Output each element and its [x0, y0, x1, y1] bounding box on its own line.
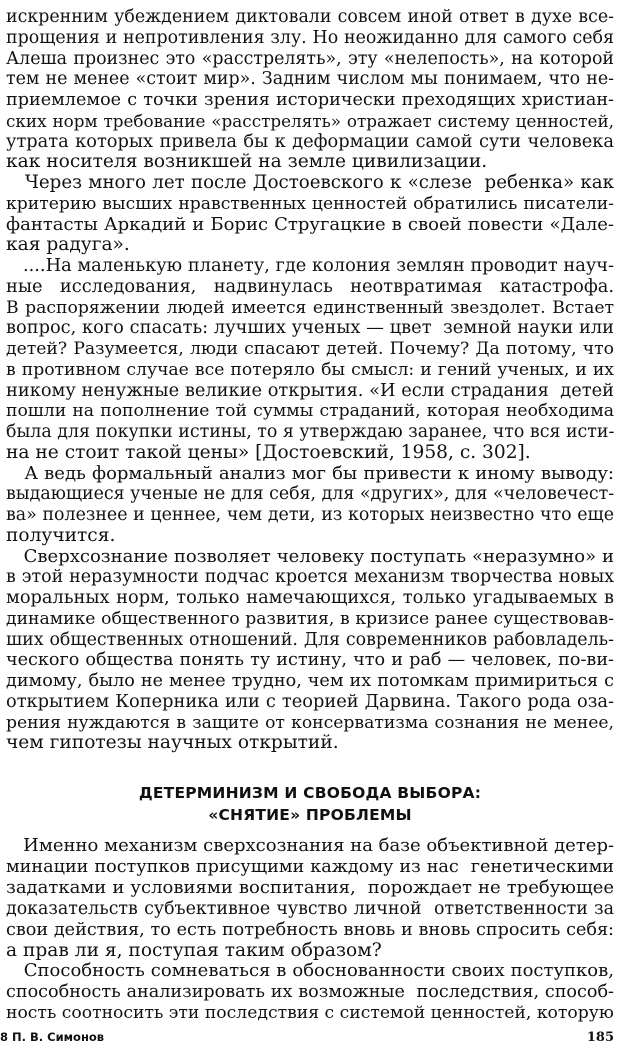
text-line: ческого общества понять ту истину, что и раб — человек, по-ви-	[6, 650, 614, 671]
text-line: ....На маленькую планету, где колония землян проводит науч-	[6, 255, 615, 276]
section-heading-line1: ДЕТЕРМИНИЗМ И СВОБОДА ВЫБОРА:	[138, 784, 482, 802]
page-number: 185	[586, 1030, 614, 1045]
text-line: фантасты Аркадий и Борис Стругацкие в своей повести «Дале-	[6, 213, 614, 235]
text-line: задатками и условиями воспитания, порождает не требующее	[6, 876, 614, 898]
footer-signature: 8 П. В. Симонов	[0, 1030, 105, 1044]
text-line: ских норм требование «расстрелять» отражает систему ценностей,	[6, 110, 614, 131]
text-line: моральных норм, только намечающихся, только угадываемых в	[6, 587, 614, 608]
text-line: чем гипотезы научных открытий.	[6, 732, 339, 754]
text-line: димому, было не менее трудно, чем их потомкам примириться с	[6, 671, 614, 691]
text-line: Сверхсознание позволяет человеку поступать «неразумно» и	[6, 545, 614, 567]
text-line: утрата которых привела бы к деформации самой сути человека	[6, 130, 614, 152]
text-line: искренним убеждением диктовали совсем иной ответ в духе все-	[6, 7, 614, 27]
text-line: ные исследования, надвинулась неотвратимая катастрофа.	[6, 275, 614, 297]
text-line: критерию высших нравственных ценностей обратились писатели-	[6, 193, 614, 214]
text-line: тем не менее «стоит мир». Задним числом мы понимаем, что не-	[6, 69, 614, 90]
text-line: получится.	[6, 524, 116, 546]
text-line: прощения и непротивления злу. Но неожиданно для самого себя	[6, 27, 614, 48]
text-line: была для покупки истины, то я утверждаю заранее, что вся исти-	[6, 422, 615, 442]
text-line: Через много лет после Достоевского к «слезе ребенка» как	[6, 172, 614, 193]
text-line: А ведь формальный анализ мог бы привести к иному выводу:	[6, 462, 614, 484]
text-line: в этой неразумности подчас кроется механизм творчества новых	[6, 567, 614, 588]
text-line: вопрос, кого спасать: лучших ученых — цвет земной науки или	[6, 317, 614, 339]
section-heading-line2: «СНЯТИЕ» ПРОБЛЕМЫ	[208, 806, 412, 824]
text-line: кая радуга».	[6, 234, 130, 256]
text-line: никому ненужные великие открытия. «И если страдания детей	[6, 379, 614, 401]
text-line: минации поступков присущими каждому из нас генетическими	[6, 856, 614, 877]
text-line: ность соотносить эти последствия с системой ценностей, которую	[6, 1003, 614, 1024]
text-line: Алеша произнес это «расстрелять», эту «нелепость», на которой	[6, 48, 614, 69]
text-line: детей? Разумеется, люди спасают детей. Почему? Да потому, что	[6, 339, 614, 359]
text-line: способность анализировать их возможные последствия, способ-	[6, 982, 614, 1003]
text-line: ва» полезнее и ценнее, чем дети, из которых неизвестно что еще	[6, 505, 614, 525]
text-line: Способность сомневаться в обоснованности своих поступков,	[6, 960, 614, 982]
text-line: рения нуждаются в защите от консерватизма сознания не менее,	[6, 712, 614, 733]
text-line: как носителя возникшей на земле цивилизации.	[6, 151, 488, 173]
text-line: свои действия, то есть потребность вновь и вновь спросить себя:	[6, 919, 614, 940]
text-line: доказательств субъективное чувство личной ответственности за	[6, 898, 614, 919]
text-line: Именно механизм сверхсознания на базе объективной детер-	[6, 835, 615, 856]
text-line: ших общественных отношений. Для современников рабовладель-	[6, 629, 614, 650]
text-line: приемлемое с точки зрения исторически преходящих христиан-	[6, 90, 614, 110]
text-line: открытием Коперника или с теорией Дарвина. Такого рода оза-	[6, 690, 614, 712]
text-line: динамике общественного развития, в кризисе ранее существовав-	[6, 608, 614, 629]
text-line: пошли на пополнение той суммы страданий, которая необходима	[6, 401, 614, 422]
text-line: на не стоит такой цены» [Достоевский, 1958, с. 302].	[6, 441, 531, 463]
text-line: а прав ли я, поступая таким образом?	[6, 939, 382, 961]
text-line: выдающиеся ученые не для себя, для «других», для «человечест-	[6, 484, 615, 505]
text-line: В распоряжении людей имеется единственный звездолет. Встает	[6, 297, 614, 318]
text-line: в противном случае все потеряло бы смысл: и гений ученых, и их	[6, 359, 614, 380]
